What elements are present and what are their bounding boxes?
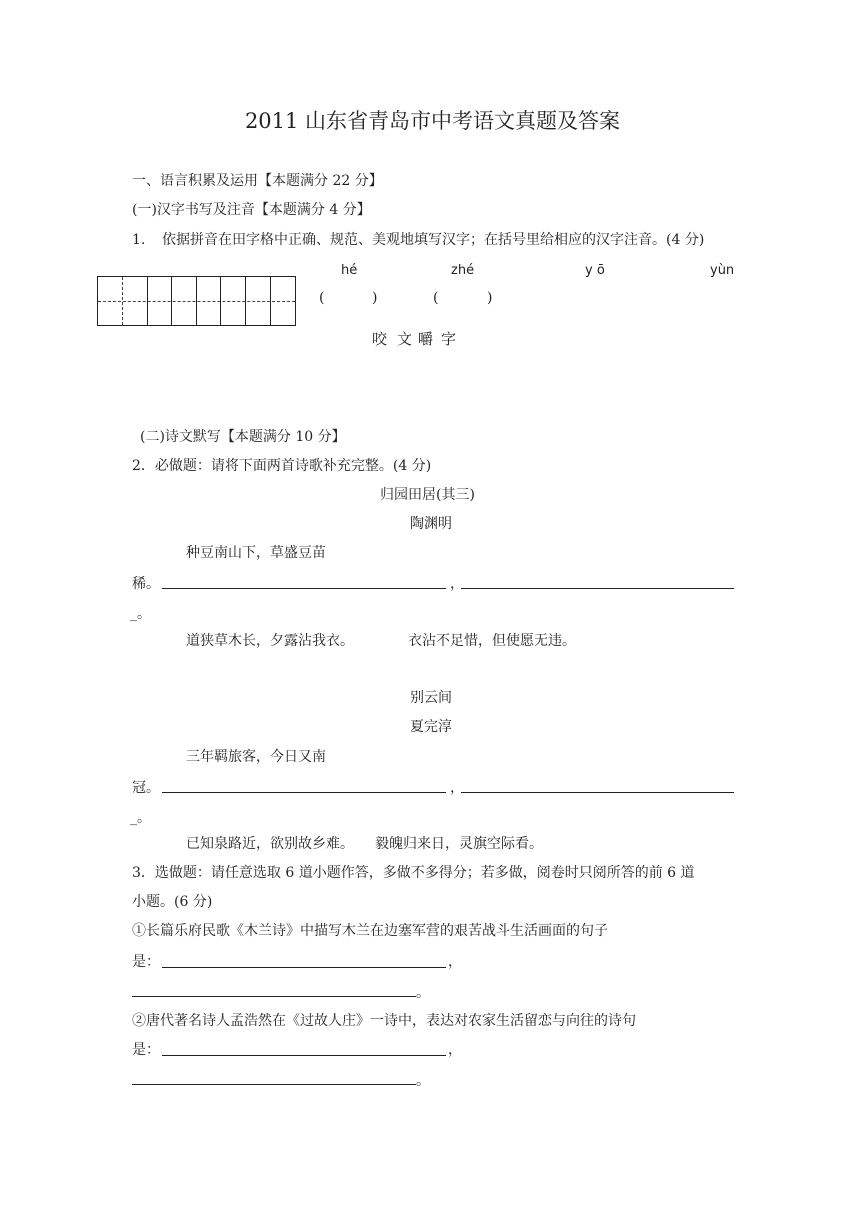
grid-cell[interactable] [147, 277, 172, 325]
answer-blank[interactable] [162, 1055, 446, 1056]
grid-cell[interactable] [245, 277, 271, 325]
poem-line: 三年羁旅客，今日又南 [186, 749, 326, 765]
question-text: 3．选做题：请任意选取 6 道小题作答，多做不多得分；若多做，阅卷时只阅所答的前 6 道 [132, 865, 695, 881]
char-yao: 咬 [372, 330, 388, 348]
answer-end: 。 [416, 985, 430, 1001]
pinyin-yo: y ō [585, 263, 605, 278]
answer-blank[interactable] [132, 996, 416, 997]
section-heading: 一、语言积累及运用【本题满分 22 分】 [132, 173, 383, 189]
poem-comma: ， [450, 780, 464, 796]
poem-line-end: _。 [130, 606, 151, 622]
question-text: 小题。(6 分) [132, 894, 213, 910]
answer-blank[interactable] [162, 967, 446, 968]
answer-blank[interactable] [162, 588, 446, 589]
poem-author: 陶渊明 [410, 516, 452, 532]
poem-title: 别云间 [410, 690, 452, 706]
sub-question: ②唐代著名诗人孟浩然在《过故人庄》一诗中，表达对农家生活留恋与向往的诗句 [132, 1013, 636, 1029]
poem-line: 衣沾不足惜，但使愿无违。 [408, 633, 576, 649]
poem-title: 归园田居(其三) [380, 487, 475, 503]
char-zi: 字 [441, 330, 457, 348]
sub-question: ①长篇乐府民歌《木兰诗》中描写木兰在边塞军营的艰苦战斗生活画面的句子 [132, 923, 608, 939]
answer-end: 。 [416, 1073, 430, 1089]
pinyin-he: hé [341, 263, 358, 278]
tianzige-grid[interactable] [97, 276, 296, 326]
grid-cell[interactable] [196, 277, 221, 325]
page-title: 2011 山东省青岛市中考语文真题及答案 [244, 109, 621, 133]
answer-comma: ， [448, 1042, 462, 1058]
subsection-heading: (一)汉字书写及注音【本题满分 4 分】 [132, 202, 371, 218]
paren-right: ) [372, 290, 378, 306]
poem-author: 夏完淳 [410, 719, 452, 735]
grid-cell[interactable] [171, 277, 197, 325]
answer-blank[interactable] [461, 792, 734, 793]
char-wen: 文 [397, 330, 413, 348]
char-jiao: 嚼 [418, 330, 434, 348]
question-text: 依据拼音在田字格中正确、规范、美观地填写汉字；在括号里给相应的汉字注音。(4 分) [162, 232, 705, 248]
answer-blank[interactable] [132, 1084, 416, 1085]
answer-lead: 是： [132, 1042, 160, 1058]
answer-lead: 是： [132, 954, 160, 970]
answer-blank[interactable] [162, 792, 446, 793]
paren-left: ( [319, 290, 325, 306]
question-text: 2．必做题：请将下面两首诗歌补充完整。(4 分) [132, 458, 432, 474]
poem-line: 道狭草木长，夕露沾我衣。 [186, 633, 354, 649]
poem-line: 已知泉路近，欲别故乡难。 [186, 836, 354, 852]
pinyin-zhe: zhé [451, 263, 475, 278]
poem-line-end: _。 [130, 810, 151, 826]
grid-cell[interactable] [220, 277, 246, 325]
poem-line: 稀。 [132, 576, 160, 592]
paren-left: ( [433, 290, 439, 306]
poem-comma: ， [450, 576, 464, 592]
paren-right: ) [487, 290, 493, 306]
grid-cell[interactable] [98, 277, 148, 325]
question-number: 1. [132, 232, 146, 248]
poem-line: 冠。 [132, 780, 160, 796]
pinyin-yun: yùn [710, 263, 735, 278]
poem-line: 种豆南山下，草盛豆苗 [186, 545, 326, 561]
answer-blank[interactable] [461, 588, 734, 589]
poem-line: 毅魄归来日，灵旗空际看。 [375, 836, 543, 852]
subsection-heading: (二)诗文默写【本题满分 10 分】 [140, 429, 346, 445]
answer-comma: ， [448, 954, 462, 970]
